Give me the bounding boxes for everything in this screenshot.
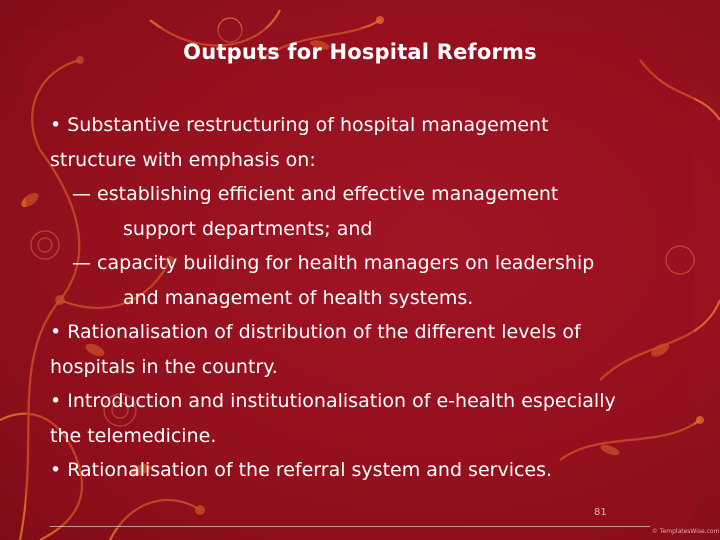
slide-page-number: 81 (594, 507, 607, 518)
sub-bullet-continuation: and management of health systems. (123, 286, 474, 309)
bullet-line: • Substantive restructuring of hospital management (50, 114, 549, 136)
slide-title: Outputs for Hospital Reforms (183, 40, 537, 64)
slide-body (50, 108, 690, 488)
bullet-line: • Rationalisation of distribution of the different levels of (50, 321, 581, 343)
bullet-continuation: structure with emphasis on: (50, 148, 316, 171)
bullet-continuation: hospitals in the country. (50, 355, 278, 378)
footer-divider (50, 526, 650, 527)
template-credit: © TemplatesWise.com (652, 528, 720, 535)
bullet-continuation: the telemedicine. (50, 424, 217, 447)
bullet-line: • Introduction and institutionalisation of e-health especially (50, 390, 616, 412)
sub-bullet-continuation: support departments; and (123, 217, 373, 240)
sub-bullet-line: — capacity building for health managers on leadership (72, 252, 595, 274)
bullet-line: • Rationalisation of the referral system and services. (50, 459, 553, 481)
sub-bullet-line: — establishing efficient and effective management (72, 183, 559, 205)
